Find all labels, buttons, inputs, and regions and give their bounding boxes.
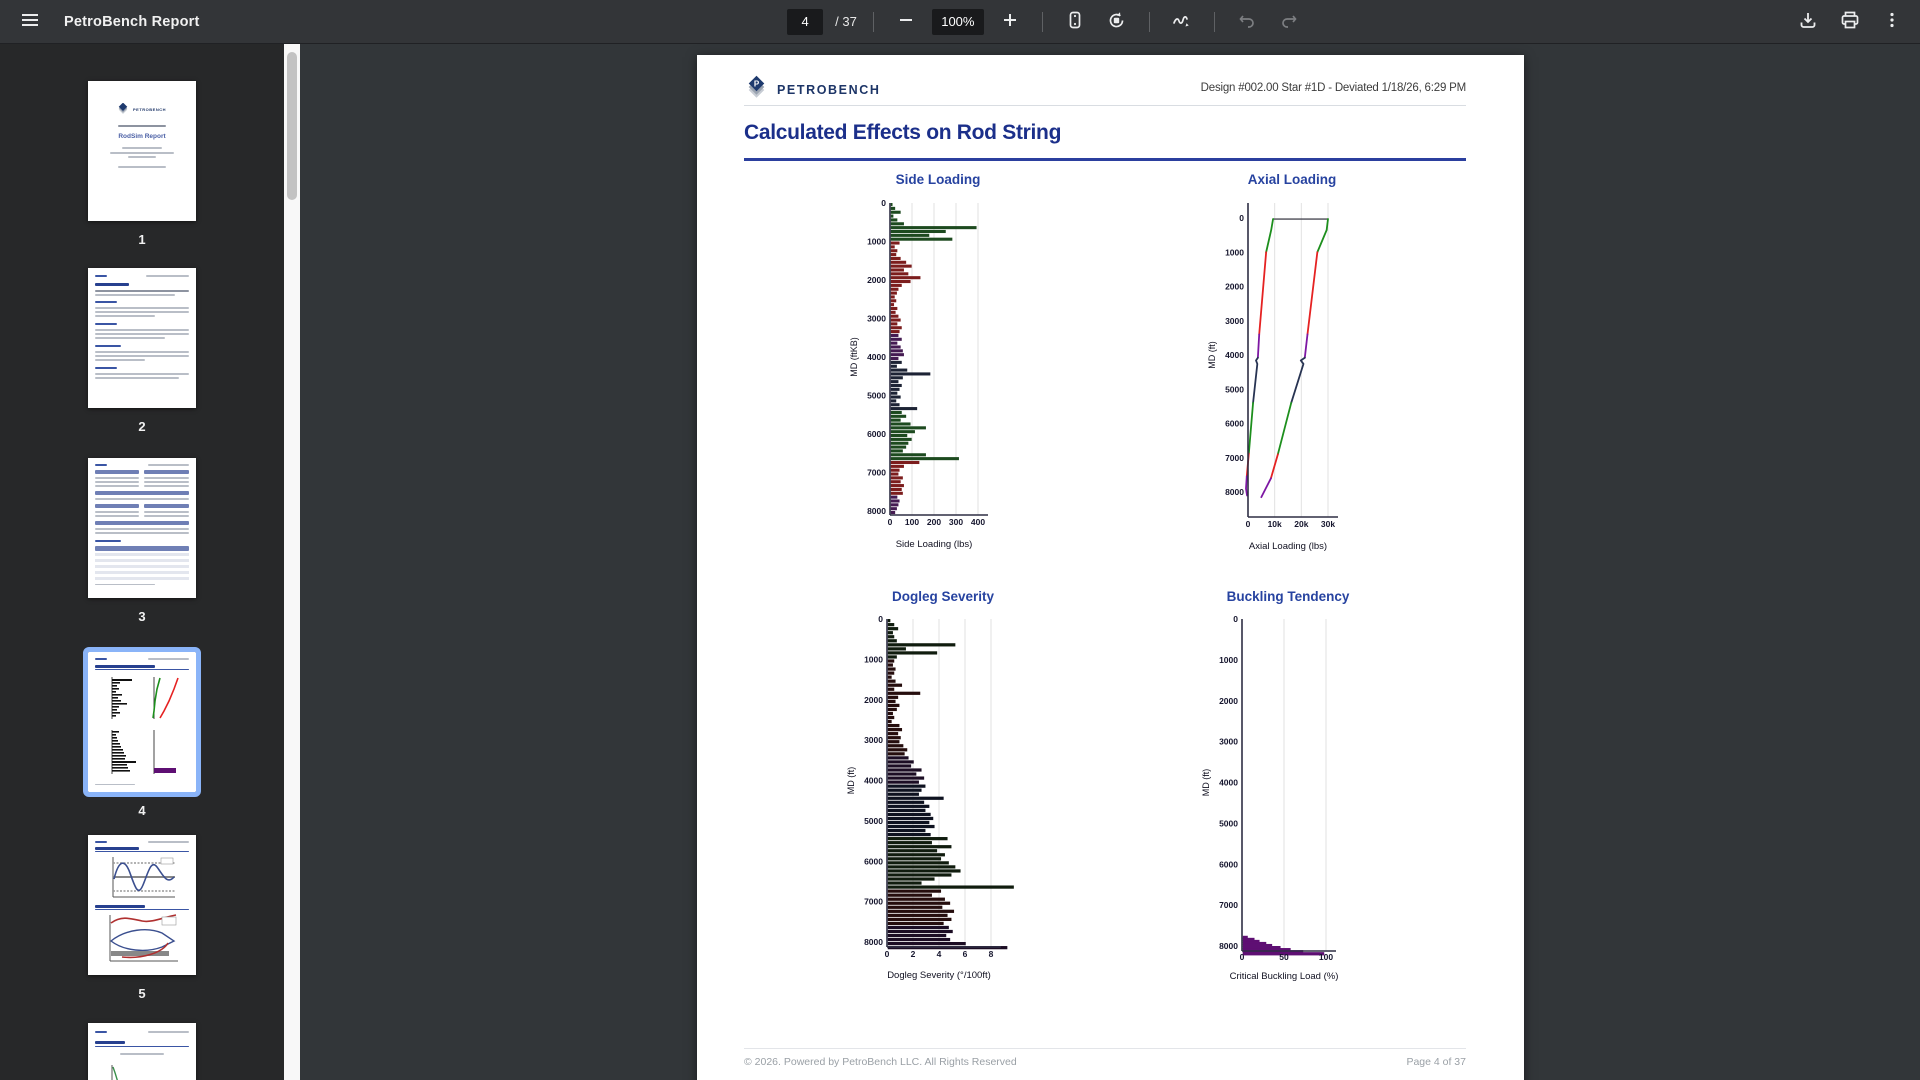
thumbnail-5-preview bbox=[88, 835, 196, 975]
side-loading-chart bbox=[845, 168, 1055, 558]
sidebar-scrollbar-thumb[interactable] bbox=[287, 52, 297, 200]
thumbnail-sidebar bbox=[0, 44, 300, 1080]
svg-text:6: 6 bbox=[962, 949, 968, 959]
svg-text:6000: 6000 bbox=[1225, 418, 1244, 429]
svg-text:5000: 5000 bbox=[867, 390, 886, 401]
thumbnail-5-number: 5 bbox=[138, 986, 146, 1001]
thumbnail-page-4-selected[interactable] bbox=[88, 652, 196, 818]
axial-loading-chart bbox=[1203, 168, 1413, 558]
thumbnail-1-preview: PETROBENCH RodSim Report bbox=[88, 81, 196, 221]
rotate-counterclockwise-icon bbox=[1107, 11, 1126, 33]
svg-text:0: 0 bbox=[878, 614, 883, 624]
rotate-button[interactable] bbox=[1101, 6, 1133, 38]
undo-button[interactable] bbox=[1231, 6, 1263, 38]
svg-text:100: 100 bbox=[1318, 952, 1334, 962]
svg-text:6000: 6000 bbox=[864, 856, 883, 867]
svg-text:7000: 7000 bbox=[1225, 452, 1244, 463]
plus-icon bbox=[1002, 12, 1018, 31]
svg-text:400: 400 bbox=[970, 517, 986, 527]
menu-button[interactable] bbox=[14, 6, 46, 38]
footer-copyright: © 2026. Powered by PetroBench LLC. All Rights Reserved bbox=[744, 1056, 1017, 1068]
svg-text:4000: 4000 bbox=[864, 775, 883, 786]
svg-text:2000: 2000 bbox=[1225, 281, 1244, 292]
thumbnail-page-5[interactable] bbox=[88, 835, 196, 1001]
more-options-button[interactable] bbox=[1876, 6, 1908, 38]
document-header bbox=[744, 73, 1466, 107]
svg-text:7000: 7000 bbox=[1219, 900, 1238, 911]
svg-text:Dogleg Severity (°/100ft): Dogleg Severity (°/100ft) bbox=[887, 970, 991, 981]
svg-text:P: P bbox=[753, 79, 760, 89]
dogleg-severity-chart bbox=[842, 585, 1067, 987]
svg-text:6000: 6000 bbox=[1219, 859, 1238, 870]
undo-icon bbox=[1238, 11, 1256, 32]
thumbnail-1-title: RodSim Report bbox=[118, 133, 166, 140]
svg-text:1000: 1000 bbox=[1225, 247, 1244, 258]
svg-text:Critical Buckling Load (%): Critical Buckling Load (%) bbox=[1229, 971, 1339, 982]
svg-text:5000: 5000 bbox=[1219, 818, 1238, 829]
svg-text:Axial Loading: Axial Loading bbox=[1247, 172, 1337, 187]
svg-text:0: 0 bbox=[1245, 519, 1251, 529]
svg-text:0: 0 bbox=[881, 198, 886, 208]
svg-text:7000: 7000 bbox=[864, 896, 883, 907]
svg-text:100: 100 bbox=[904, 517, 920, 527]
print-button[interactable] bbox=[1834, 6, 1866, 38]
minus-icon bbox=[898, 12, 914, 31]
svg-text:5000: 5000 bbox=[1225, 384, 1244, 395]
document-title: PetroBench Report bbox=[64, 13, 200, 30]
thumbnail-2-preview bbox=[88, 268, 196, 408]
footer-page-number: Page 4 of 37 bbox=[1406, 1056, 1466, 1068]
annotate-button[interactable] bbox=[1166, 6, 1198, 38]
section-title: Calculated Effects on Rod String bbox=[744, 121, 1062, 144]
svg-text:4: 4 bbox=[936, 949, 942, 959]
fit-page-button[interactable] bbox=[1059, 6, 1091, 38]
svg-text:8000: 8000 bbox=[864, 937, 883, 947]
buckling-tendency-chart bbox=[1197, 585, 1415, 987]
thumbnail-page-6[interactable] bbox=[88, 1023, 196, 1080]
svg-text:30k: 30k bbox=[1320, 519, 1336, 529]
toolbar-separator bbox=[873, 12, 874, 32]
svg-text:3000: 3000 bbox=[1219, 736, 1238, 747]
thumbnail-1-number: 1 bbox=[138, 232, 146, 247]
download-button[interactable] bbox=[1792, 6, 1824, 38]
toolbar-separator bbox=[1149, 12, 1150, 32]
thumbnail-page-1[interactable] bbox=[88, 81, 196, 247]
svg-text:4000: 4000 bbox=[1219, 777, 1238, 788]
svg-text:Side Loading: Side Loading bbox=[895, 172, 981, 187]
svg-text:3000: 3000 bbox=[864, 735, 883, 746]
svg-text:10k: 10k bbox=[1267, 519, 1282, 529]
brand-name: PETROBENCH bbox=[777, 82, 881, 97]
toolbar-separator bbox=[1042, 12, 1043, 32]
download-icon bbox=[1798, 10, 1818, 33]
svg-text:50: 50 bbox=[1279, 952, 1289, 962]
redo-button[interactable] bbox=[1273, 6, 1305, 38]
design-info-text: Design #002.00 Star #1D - Deviated 1/18/26, 6:29 PM bbox=[1200, 82, 1466, 94]
svg-text:Side Loading (lbs): Side Loading (lbs) bbox=[895, 539, 973, 550]
svg-text:2: 2 bbox=[910, 949, 916, 959]
kebab-menu-icon bbox=[1883, 11, 1901, 32]
svg-text:8: 8 bbox=[988, 949, 994, 959]
svg-text:0: 0 bbox=[1239, 952, 1245, 962]
pdf-page-4 bbox=[697, 55, 1524, 1080]
svg-text:2000: 2000 bbox=[864, 694, 883, 705]
svg-text:1000: 1000 bbox=[864, 654, 883, 665]
svg-text:MD (ft): MD (ft) bbox=[1201, 768, 1211, 797]
svg-text:2000: 2000 bbox=[1219, 695, 1238, 706]
pdf-viewer-area[interactable] bbox=[300, 44, 1920, 1080]
draw-ink-icon bbox=[1172, 10, 1192, 33]
brand-lockup bbox=[744, 75, 881, 104]
thumbnail-4-number: 4 bbox=[138, 803, 146, 818]
svg-text:4000: 4000 bbox=[867, 352, 886, 362]
svg-text:MD (ft): MD (ft) bbox=[1207, 341, 1217, 369]
zoom-in-button[interactable] bbox=[994, 6, 1026, 38]
section-title-underline bbox=[744, 158, 1466, 161]
thumbnail-3-preview bbox=[88, 458, 196, 598]
svg-text:5000: 5000 bbox=[864, 815, 883, 826]
svg-text:MD (ftKB): MD (ftKB) bbox=[849, 337, 859, 377]
sidebar-scrollbar-track[interactable] bbox=[284, 44, 300, 1080]
fit-page-icon bbox=[1066, 11, 1084, 32]
thumbnail-3-number: 3 bbox=[138, 609, 146, 624]
page-total-label: / 37 bbox=[835, 14, 857, 29]
svg-text:200: 200 bbox=[926, 517, 942, 527]
thumbnail-2-number: 2 bbox=[138, 419, 146, 434]
thumbnail-page-2[interactable] bbox=[88, 268, 196, 434]
page-number-input[interactable] bbox=[787, 9, 823, 35]
svg-text:3000: 3000 bbox=[1225, 315, 1244, 326]
svg-text:0: 0 bbox=[887, 517, 893, 527]
svg-text:20k: 20k bbox=[1294, 519, 1309, 529]
print-icon bbox=[1840, 10, 1860, 33]
svg-text:6000: 6000 bbox=[867, 429, 886, 439]
svg-text:300: 300 bbox=[948, 517, 964, 527]
svg-text:8000: 8000 bbox=[1225, 487, 1244, 497]
svg-text:7000: 7000 bbox=[867, 467, 886, 478]
zoom-out-button[interactable] bbox=[890, 6, 922, 38]
svg-text:0: 0 bbox=[1239, 213, 1244, 223]
header-divider bbox=[744, 105, 1466, 106]
svg-text:MD (ft): MD (ft) bbox=[846, 766, 856, 795]
toolbar-separator bbox=[1214, 12, 1215, 32]
svg-text:Axial Loading (lbs): Axial Loading (lbs) bbox=[1248, 541, 1328, 552]
petrobench-logo-icon bbox=[744, 75, 770, 104]
thumbnail-page-3[interactable] bbox=[88, 458, 196, 624]
redo-icon bbox=[1280, 11, 1298, 32]
svg-text:0: 0 bbox=[1233, 614, 1238, 624]
zoom-level-value[interactable]: 100% bbox=[932, 9, 984, 35]
svg-text:4000: 4000 bbox=[1225, 350, 1244, 360]
svg-text:Dogleg Severity: Dogleg Severity bbox=[891, 589, 995, 604]
svg-text:1000: 1000 bbox=[1219, 654, 1238, 665]
svg-text:8000: 8000 bbox=[867, 506, 886, 516]
svg-text:2000: 2000 bbox=[867, 275, 886, 285]
thumbnail-6-preview bbox=[88, 1023, 196, 1080]
svg-text:8000: 8000 bbox=[1219, 941, 1238, 951]
svg-text:Buckling Tendency: Buckling Tendency bbox=[1226, 589, 1350, 604]
svg-text:0: 0 bbox=[884, 949, 890, 959]
pdf-toolbar bbox=[0, 0, 1920, 44]
svg-text:3000: 3000 bbox=[867, 313, 886, 324]
document-footer bbox=[744, 1056, 1466, 1068]
footer-divider bbox=[744, 1048, 1466, 1049]
hamburger-icon bbox=[21, 11, 39, 32]
thumbnail-4-preview bbox=[88, 652, 196, 792]
svg-text:1000: 1000 bbox=[867, 236, 886, 247]
